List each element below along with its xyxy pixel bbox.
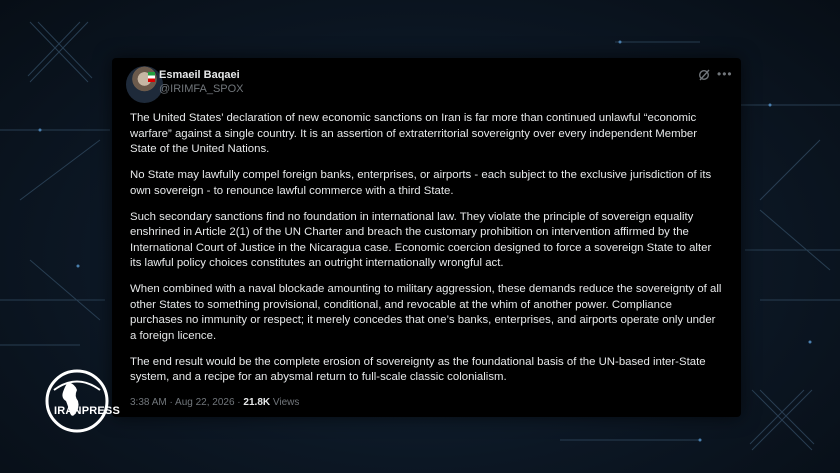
iranpress-logo-icon bbox=[44, 368, 110, 434]
post-paragraph: When combined with a naval blockade amounting to military aggression, these demands reduce the sovereignty of all other States to something provisional, conditional, and revocable at the whim of another power. Compliance purchases no immunity or respect; it merely concedes that one’s banks, enterprises, and airports operate only under a foreign licence. bbox=[130, 283, 722, 342]
avatar[interactable] bbox=[126, 66, 163, 103]
flag-icon bbox=[148, 72, 155, 82]
grok-icon[interactable] bbox=[698, 69, 710, 81]
post-paragraph: The end result would be the complete erosion of sovereignty as the foundational basis of the UN-based inter-State system, and a recipe for an abysmal return to full-scale classic colonialism. bbox=[130, 355, 706, 383]
post-paragraph: Such secondary sanctions find no foundation in international law. They violate the principle of sovereign equality enshrined in Article 2(1) of the UN Charter and breach the customary prohibition on intervention affirmed by the International Court of Justice in the Nicaragua case. Economic coercion designed to force a sovereign State to alter its lawful policy choices constitutes an outright internationally wrongful act. bbox=[130, 210, 712, 269]
views-label: Views bbox=[270, 397, 300, 408]
post-paragraph: No State may lawfully compel foreign banks, enterprises, or airports - each subject to the exclusive jurisdiction of its own sovereign - to renounce lawful commerce with a third State. bbox=[130, 169, 712, 197]
post-text bbox=[130, 111, 722, 396]
timestamp[interactable]: 3:38 AM · Aug 22, 2026 · bbox=[130, 397, 244, 408]
post-card bbox=[112, 58, 741, 417]
post-meta bbox=[130, 397, 299, 408]
watermark-logo-text: IRANPRESS bbox=[54, 405, 120, 417]
post-paragraph: The United States’ declaration of new economic sanctions on Iran is far more than continued unlawful “economic warfare” against a single country. It is an assertion of extraterritorial sovereignty over every independent Member State of the United Nations. bbox=[130, 112, 698, 155]
author-name[interactable]: Esmaeil Baqaei bbox=[159, 69, 240, 81]
author-handle[interactable]: @IRIMFA_SPOX bbox=[159, 83, 244, 95]
views-count: 21.8K bbox=[243, 397, 271, 408]
more-options-icon[interactable]: ••• bbox=[717, 67, 733, 81]
